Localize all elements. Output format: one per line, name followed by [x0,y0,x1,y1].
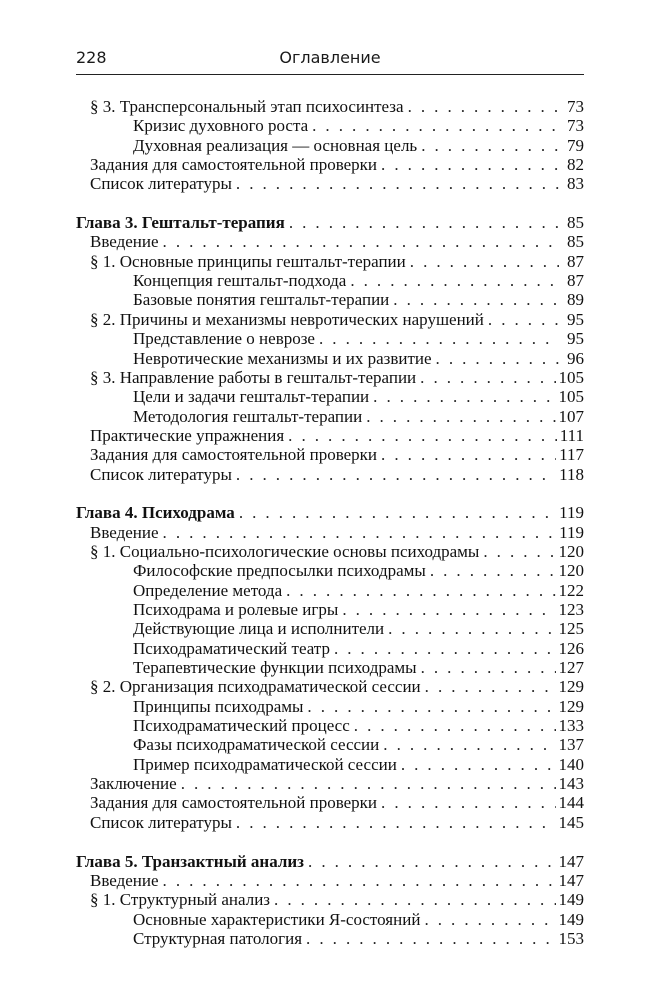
toc-entry-title: § 1. Структурный анализ [90,890,271,910]
toc-entry [76,716,584,735]
toc-entry [76,619,584,638]
toc-entry [76,445,584,464]
toc-entry-title: Невротические механизмы и их развитие [133,348,432,368]
toc-entry-page: 140 [558,754,584,774]
toc-entry-title: Структурная патология [133,928,303,948]
toc-entry-title: Определение метода [133,580,283,600]
toc-entry [76,368,584,387]
toc-entry-title: § 1. Основные принципы гештальт-терапии [90,251,406,271]
toc-entry-title: § 2. Причины и механизмы невротических нарушений [90,309,484,329]
toc-entry [76,136,584,155]
dot-leader [488,310,559,329]
toc-entry-page: 96 [567,348,584,368]
page-number: 228 [76,48,107,67]
chapter-gap [76,484,584,503]
dot-leader [373,387,555,406]
toc-entry [76,290,584,309]
toc-entry-page: 123 [558,600,584,620]
toc-entry [76,910,584,929]
chapter-gap [76,194,584,213]
toc-entry [76,561,584,580]
dot-leader [307,697,555,716]
toc-entry [76,310,584,329]
dot-leader [381,793,555,812]
toc-entry [76,523,584,542]
toc-entry-page: 127 [558,658,584,678]
dot-leader [388,619,555,638]
toc-entry-title: Глава 5. Транзактный анализ [76,851,305,871]
toc-entry-page: 137 [558,735,584,755]
table-of-contents [76,97,584,948]
section-title: Оглавление [279,48,381,67]
toc-entry-page: 125 [558,619,584,639]
toc-entry-page: 73 [567,116,584,136]
toc-entry [76,871,584,890]
toc-entry [76,697,584,716]
toc-entry [76,465,584,484]
toc-entry [76,349,584,368]
dot-leader [236,813,556,832]
toc-entry [76,97,584,116]
toc-entry-title: Введение [90,870,159,890]
toc-entry-page: 120 [558,542,584,561]
toc-entry-page: 133 [558,716,584,736]
toc-entry-page: 153 [558,928,584,948]
toc-entry [76,600,584,619]
dot-leader [366,407,555,426]
dot-leader [383,735,555,754]
dot-leader [350,271,559,290]
toc-entry-page: 117 [559,445,584,465]
dot-leader [342,600,555,619]
toc-entry-title: § 2. Организация психодраматической сессии [90,677,421,697]
dot-leader [312,116,559,135]
toc-entry-page: 145 [558,812,584,832]
dot-leader [421,136,559,155]
dot-leader [163,232,559,251]
toc-chapter-entry [76,213,584,232]
toc-entry-page: 73 [567,97,584,116]
toc-entry-title: Список литературы [90,174,232,194]
toc-entry-title: Философские предпосылки психодрамы [133,561,426,581]
dot-leader [421,658,556,677]
dot-leader [319,329,559,348]
toc-entry [76,252,584,271]
toc-entry-title: Задания для самостоятельной проверки [90,155,378,175]
toc-entry-title: Основные характеристики Я-состояний [133,909,421,929]
toc-entry-title: Пример психодраматической сессии [133,754,397,774]
toc-entry-page: 143 [558,774,584,794]
toc-entry-title: Психодрама и ролевые игры [133,600,339,620]
chapter-gap [76,832,584,851]
toc-entry-title: Введение [90,232,159,252]
toc-entry-page: 95 [567,309,584,329]
toc-entry-page: 118 [559,464,584,484]
toc-entry-page: 119 [559,522,584,542]
toc-entry-title: Задания для самостоятельной проверки [90,445,378,465]
dot-leader [236,174,559,193]
toc-entry [76,658,584,677]
toc-entry-page: 119 [559,503,584,523]
toc-entry [76,929,584,948]
toc-entry-title: Базовые понятия гештальт-терапии [133,290,390,310]
toc-entry-title: Духовная реализация — основная цель [133,135,418,155]
toc-entry-title: Глава 3. Гештальт-терапия [76,213,285,233]
toc-entry-title: Психодраматический процесс [133,716,350,736]
toc-entry-page: 105 [558,387,584,407]
toc-entry-title: Список литературы [90,812,232,832]
running-head [76,46,584,72]
dot-leader [408,97,559,116]
toc-entry-page: 120 [558,561,584,581]
dot-leader [306,929,555,948]
toc-entry-page: 79 [567,135,584,155]
toc-entry-page: 107 [558,406,584,426]
dot-leader [334,639,556,658]
dot-leader [163,871,556,890]
toc-entry-page: 122 [558,580,584,600]
toc-entry-title: Глава 4. Психодрама [76,503,235,523]
toc-entry-page: 95 [567,329,584,349]
toc-entry [76,271,584,290]
toc-entry-title: Психодраматический театр [133,638,330,658]
toc-entry [76,793,584,812]
dot-leader [430,561,556,580]
toc-entry [76,387,584,406]
toc-entry-page: 129 [558,677,584,697]
dot-leader [401,755,556,774]
toc-entry-title: Кризис духовного роста [133,116,309,136]
dot-leader [236,465,556,484]
toc-entry [76,174,584,193]
toc-entry-page: 83 [567,174,584,194]
toc-chapter-entry [76,503,584,522]
dot-leader [286,581,555,600]
dot-leader [381,445,556,464]
toc-entry-page: 129 [558,696,584,716]
toc-entry [76,581,584,600]
toc-entry-page: 85 [567,232,584,252]
toc-entry-page: 147 [558,870,584,890]
toc-entry-title: § 3. Направление работы в гештальт-терапии [90,367,417,387]
toc-entry [76,890,584,909]
toc-entry [76,426,584,445]
dot-leader [354,716,556,735]
toc-entry-title: Фазы психодраматической сессии [133,735,380,755]
toc-entry-page: 85 [567,213,584,233]
toc-entry-title: Концепция гештальт-подхода [133,271,347,291]
toc-entry [76,542,584,561]
toc-entry-title: Заключение [90,774,177,794]
toc-entry [76,155,584,174]
toc-entry-title: Введение [90,522,159,542]
toc-entry-title: Представление о неврозе [133,329,315,349]
toc-entry-page: 89 [567,290,584,310]
toc-entry [76,677,584,696]
dot-leader [381,155,559,174]
toc-entry-page: 111 [559,425,584,445]
toc-entry [76,755,584,774]
toc-entry [76,639,584,658]
dot-leader [181,774,556,793]
toc-entry-page: 126 [558,638,584,658]
dot-leader [420,368,555,387]
dot-leader [308,852,555,871]
toc-entry [76,329,584,348]
toc-entry [76,407,584,426]
toc-entry-title: Действующие лица и исполнители [133,619,385,639]
toc-entry-title: § 1. Социально-психологические основы психодрамы [90,542,480,561]
dot-leader [289,213,559,232]
toc-entry-title: § 3. Трансперсональный этап психосинтеза [90,97,404,116]
toc-chapter-entry [76,852,584,871]
dot-leader [436,349,559,368]
toc-entry-page: 144 [558,793,584,813]
toc-entry [76,232,584,251]
dot-leader [483,542,555,561]
dot-leader [424,910,555,929]
dot-leader [410,252,559,271]
dot-leader [163,523,557,542]
toc-entry-title: Методология гештальт-терапии [133,406,363,426]
toc-entry-title: Принципы психодрамы [133,696,304,716]
toc-entry-title: Задания для самостоятельной проверки [90,793,378,813]
dot-leader [288,426,557,445]
dot-leader [239,503,556,522]
toc-entry-title: Список литературы [90,464,232,484]
dot-leader [393,290,559,309]
toc-entry-title: Терапевтические функции психодрамы [133,658,417,678]
toc-entry-page: 87 [567,271,584,291]
toc-entry-page: 147 [558,851,584,871]
toc-entry-page: 149 [558,909,584,929]
toc-entry-page: 149 [558,890,584,910]
toc-entry-page: 82 [567,155,584,175]
toc-entry [76,774,584,793]
toc-entry [76,813,584,832]
toc-entry-page: 105 [558,367,584,387]
toc-entry-title: Практические упражнения [90,425,285,445]
toc-entry-title: Цели и задачи гештальт-терапии [133,387,370,407]
toc-entry [76,116,584,135]
toc-entry [76,735,584,754]
dot-leader [274,890,555,909]
dot-leader [425,677,556,696]
header-rule [76,74,584,75]
toc-entry-page: 87 [567,251,584,271]
